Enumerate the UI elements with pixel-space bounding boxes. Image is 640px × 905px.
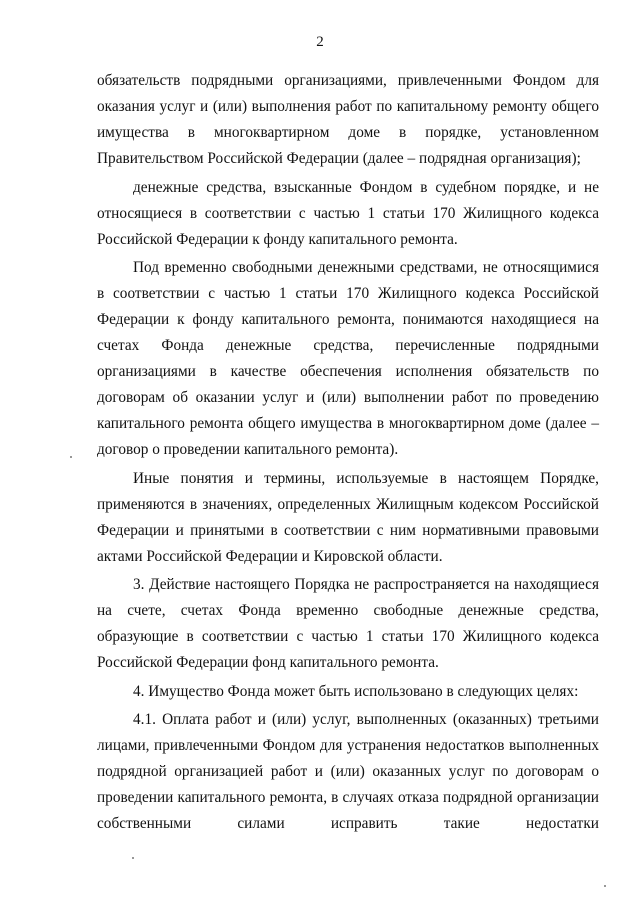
scan-speck	[132, 857, 134, 859]
paragraph-continuation: обязательств подрядными организациями, привлеченными Фондом для оказания услуг и (или) выполнения работ по капитальному ремонту общего имущества в многоквартирном доме в порядке, установленном Правительством Российской Федерации (далее – подрядная организация);	[97, 72, 599, 167]
scan-speck	[604, 885, 606, 887]
paragraph-item-4: 4. Имущество Фонда может быть использовано в следующих целях:	[133, 682, 579, 700]
paragraph-funds-recovered: денежные средства, взысканные Фондом в судебном порядке, и не относящиеся в соответствии с частью 1 статьи 170 Жилищного кодекса Российской Федерации к фонду капитального ремонта.	[97, 178, 599, 248]
paragraph-temporarily-free-funds: Под временно свободными денежными средствами, не относящимися в соответствии с частью 1 статьи 170 Жилищного кодекса Российской Федерации к фонду капитального ремонта, понимаются находящиеся на счетах Фонда денежные средства, перечисленные подрядными организациями в качестве обеспечения исполнения обязательств по договорам об оказании услуг и (или) выполнении работ по проведению капитального ремонта общего имущества в многоквартирном доме (далее – договор о проведении капитального ремонта).	[97, 259, 599, 458]
paragraph-item-3: 3. Действие настоящего Порядка не распространяется на находящиеся на счете, счетах Фонда временно свободные денежные средства, образующие в соответствии с частью 1 статьи 170 Жилищного кодекса Российской Федерации фонд капитального ремонта.	[97, 576, 599, 671]
page-number: 2	[316, 34, 324, 50]
paragraph-other-terms: Иные понятия и термины, используемые в настоящем Порядке, применяются в значениях, определенных Жилищным кодексом Российской Федерации и принятыми в соответствии с ним нормативными правовыми актами Российской Федерации и Кировской области.	[97, 469, 599, 565]
paragraph-item-4-1: 4.1. Оплата работ и (или) услуг, выполненных (оказанных) третьими лицами, привлеченными Фондом для устранения недостатков выполненных подрядной организацией работ и (или) оказанных услуг по договорам о проведении капитального ремонта, в случаях отказа подрядной организации собственными силами исправить такие недостатки	[97, 711, 599, 832]
document-body	[97, 68, 599, 840]
scan-speck	[70, 456, 72, 458]
